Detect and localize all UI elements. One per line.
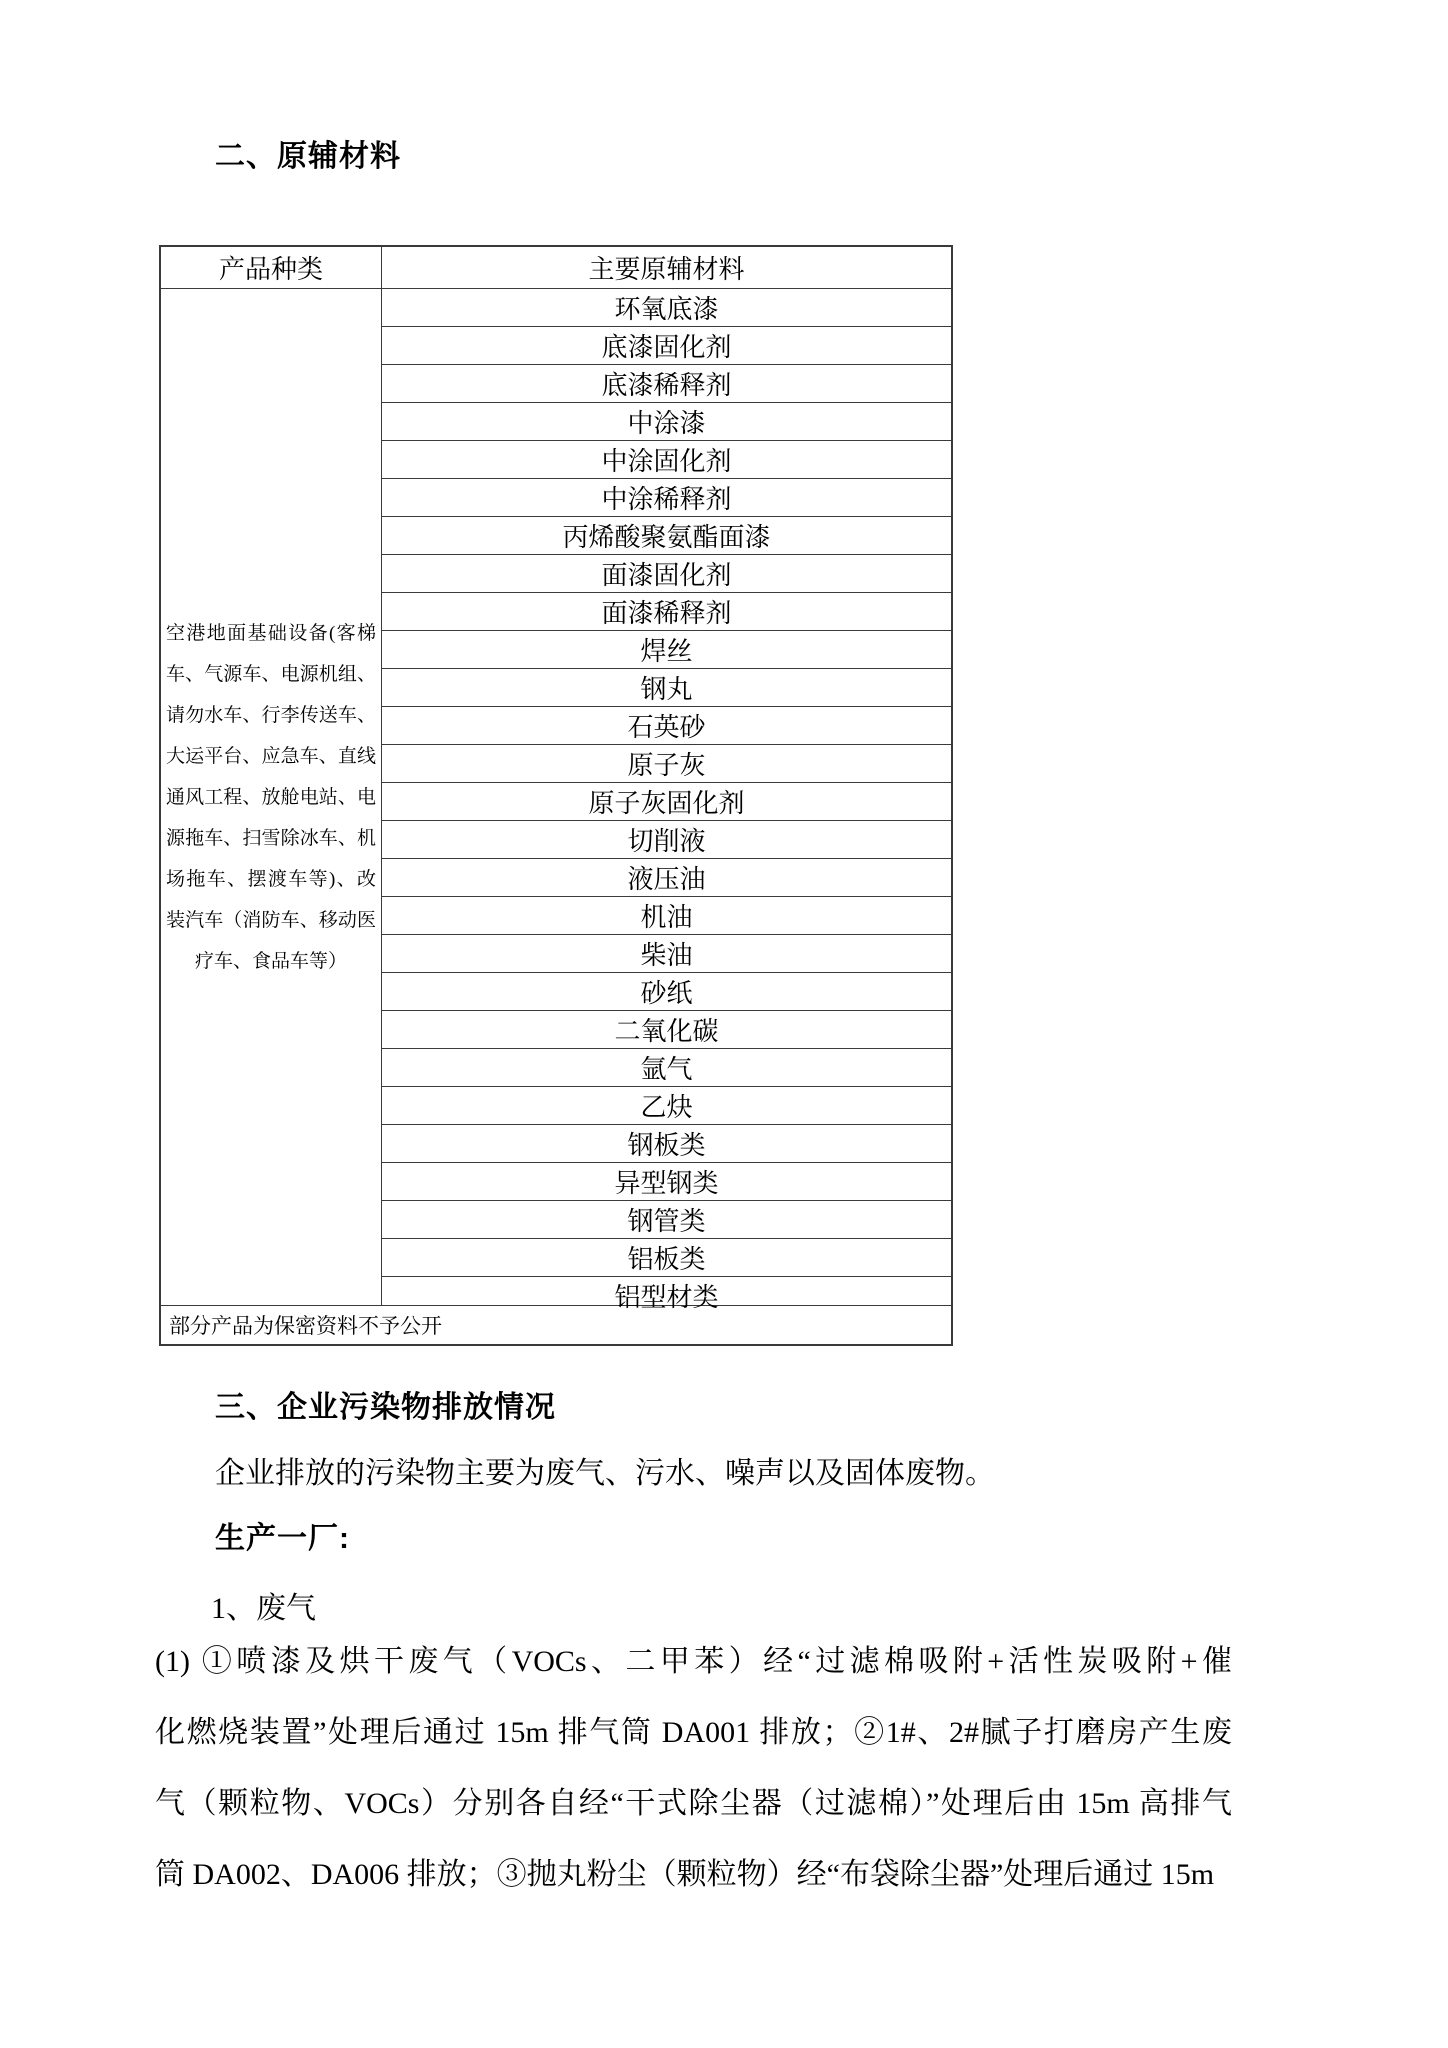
materials-column (382, 289, 951, 1312)
material-cell: 中涂固化剂 (382, 441, 951, 479)
material-cell: 钢管类 (382, 1201, 951, 1239)
material-cell: 液压油 (382, 859, 951, 897)
pollutants-intro: 企业排放的污染物主要为废气、污水、噪声以及固体废物。 (215, 1457, 995, 1490)
product-category-line: 装汽车（消防车、移动医 (166, 909, 376, 931)
table-header-row (161, 247, 951, 289)
material-cell: 焊丝 (382, 631, 951, 669)
material-cell: 机油 (382, 897, 951, 935)
product-category-line: 场拖车、摆渡车等)、改 (166, 868, 376, 890)
material-cell: 砂纸 (382, 973, 951, 1011)
material-cell: 乙炔 (382, 1087, 951, 1125)
table-body (161, 289, 951, 1312)
product-category-line: 源拖车、扫雪除冰车、机 (166, 827, 376, 849)
section3-heading: 三、企业污染物排放情况 (215, 1391, 556, 1424)
product-category-line: 车、气源车、电源机组、 (166, 663, 376, 685)
material-cell: 铝板类 (382, 1239, 951, 1277)
material-cell: 石英砂 (382, 707, 951, 745)
material-cell: 钢板类 (382, 1125, 951, 1163)
waste-gas-subheading: 1、废气 (211, 1592, 316, 1625)
header-product-category: 产品种类 (161, 247, 382, 288)
header-main-materials: 主要原辅材料 (588, 255, 745, 284)
material-cell: 底漆固化剂 (382, 327, 951, 365)
material-cell: 底漆稀释剂 (382, 365, 951, 403)
material-cell: 氩气 (382, 1049, 951, 1087)
product-category-line: 疗车、食品车等） (194, 950, 347, 972)
material-cell: 中涂漆 (382, 403, 951, 441)
material-cell: 丙烯酸聚氨酯面漆 (382, 517, 951, 555)
product-category-line: 空港地面基础设备(客梯 (166, 622, 376, 644)
product-category-line: 大运平台、应急车、直线 (166, 745, 376, 767)
material-cell: 面漆固化剂 (382, 555, 951, 593)
material-cell: 柴油 (382, 935, 951, 973)
paragraph-line: 筒 DA002、DA006 排放；③抛丸粉尘（颗粒物）经“布袋除尘器”处理后通过 15m (155, 1858, 1215, 1891)
paragraph-line: 气（颗粒物、VOCs）分别各自经“干式除尘器（过滤棉）”处理后由 15m 高排气 (155, 1787, 1232, 1820)
raw-materials-table (159, 245, 953, 1346)
paragraph-line: (1) ①喷漆及烘干废气（VOCs、二甲苯）经“过滤棉吸附+活性炭吸附+催 (155, 1645, 1232, 1678)
product-category-line: 通风工程、放舱电站、电 (166, 786, 376, 808)
paragraph-line: 化燃烧装置”处理后通过 15m 排气筒 DA001 排放；②1#、2#腻子打磨房产生废 (155, 1716, 1232, 1749)
material-cell: 二氧化碳 (382, 1011, 951, 1049)
material-cell: 原子灰 (382, 745, 951, 783)
material-cell: 面漆稀释剂 (382, 593, 951, 631)
material-cell: 原子灰固化剂 (382, 783, 951, 821)
product-category-cell (161, 289, 382, 1305)
material-cell: 切削液 (382, 821, 951, 859)
product-category-line: 请勿水车、行李传送车、 (166, 704, 376, 726)
material-cell: 铝型材类 (614, 1283, 719, 1312)
section2-heading: 二、原辅材料 (215, 140, 401, 173)
material-cell: 钢丸 (382, 669, 951, 707)
material-cell: 中涂稀释剂 (382, 479, 951, 517)
waste-gas-paragraph (155, 1626, 1232, 1910)
material-cell: 环氧底漆 (382, 289, 951, 327)
material-cell: 异型钢类 (382, 1163, 951, 1201)
factory-one-label: 生产一厂: (215, 1522, 350, 1555)
product-category-text (166, 613, 376, 982)
table-footer-note: 部分产品为保密资料不予公开 (161, 1305, 951, 1344)
